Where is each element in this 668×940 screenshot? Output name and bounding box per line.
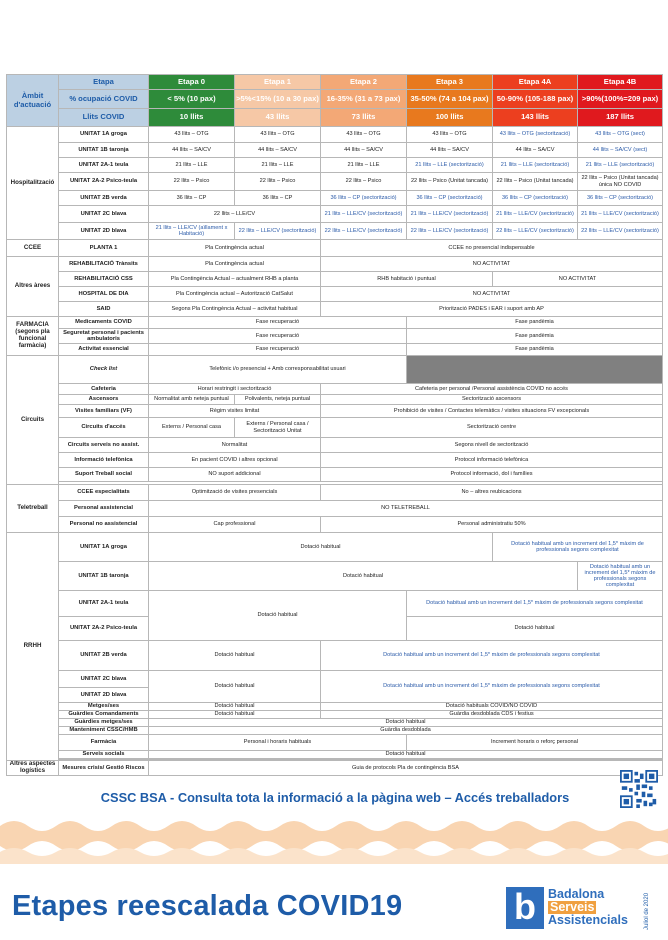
cell: Dotació habitual [149,562,578,591]
cell: 21 llits – LLE [321,158,407,173]
row-label: PLANTA 1 [59,240,149,257]
row-label: Suport Treball social [59,468,149,482]
row-label: UNITAT 2B verda [59,191,149,206]
stage-2-name: Etapa 2 [321,75,407,90]
cell: 36 llits – CP (sectorització) [493,191,578,206]
etapa-header: Etapa [59,75,149,90]
stage-1-llits: 43 llits [235,109,321,127]
cell: Fase pandèmia [407,329,663,344]
cell: Horari restringit i sectorització [149,384,321,395]
section-altres-arees: Altres àrees [7,257,59,317]
cell: NO suport addicional [149,468,321,482]
cell: 43 llits – OTG [149,127,235,143]
cell: Guia de protocols Pla de contingència BSA [149,761,663,776]
cell: Cap professional [149,517,321,533]
row-label: Cafeteria [59,384,149,395]
cell: Dotació habitual amb un increment del 1,5* màxim de professionals segons complexitat [493,533,663,562]
row-label: Circuits serveis no assist. [59,438,149,453]
cell: Fase recuperació [149,329,407,344]
cell: Dotació habitual [149,751,663,759]
stage-1-name: Etapa 1 [235,75,321,90]
cell: 22 llits – LLE/CV (sectorització) [321,223,407,240]
stage-1-ocupacio: >5%<15% (10 a 30 pax) [235,90,321,109]
cell: 21 llits – LLE/CV (sectorització) [578,206,663,223]
cell: Normalitat [149,438,321,453]
cell: 21 llits – LLE/CV (aïllament x Habitació) [149,223,235,240]
cell: 21 llits – LLE [149,158,235,173]
cell: Fase pandèmia [407,344,663,356]
row-label: UNITAT 1A groga [59,533,149,562]
cell: Pla Contingència actual [149,257,321,272]
cell: 22 llits – LLE/CV [149,206,321,223]
cell: Sectorització centre [321,418,663,438]
cell: Polivalents, neteja puntual [235,395,321,405]
page-title: Etapes reescalada COVID19 [12,890,403,922]
row-label: UNITAT 2C blava [59,671,149,688]
row-label: Medicaments COVID [59,317,149,329]
row-label: REHABILITACIÓ CSS [59,272,149,287]
row-label: Mesures crisis/ Gestió Riscos [59,761,149,776]
cell: 21 llits – LLE/CV (sectorització) [321,206,407,223]
section-circuits: Circuits [7,356,59,485]
cell: Priorització PADES i EAR i suport amb AP [321,302,663,317]
cell: NO TELETREBALL [149,501,663,517]
cell: 22 llits – Psico [149,173,235,191]
row-label: REHABILITACIÓ Trànsits [59,257,149,272]
row-label: UNITAT 2C blava [59,206,149,223]
row-label: Personal assistencial [59,501,149,517]
cell: Dotació habitual [149,719,663,727]
cell: Normalitat amb neteja puntual [149,395,235,405]
cell: Guàrdia desdoblada CDS i festius [321,711,663,719]
row-label: Metges/ses [59,703,149,711]
cell: 22 llits – Psico (Unitat tancada) [407,173,493,191]
cell: 36 llits – CP (sectorització) [407,191,493,206]
cell: Telefònic i/o presencial + Amb corresponsabilitat usuari [149,356,407,384]
stage-4b-ocupacio: >90%(100%=209 pax) [578,90,663,109]
cell: 44 llits – SA/CV [235,143,321,158]
stage-4b-name: Etapa 4B [578,75,663,90]
cell: Fase recuperació [149,344,407,356]
cell: NO ACTIVITAT [493,272,663,287]
cell: NO ACTIVITAT [321,287,663,302]
cell: 43 llits – OTG [235,127,321,143]
bsa-logo-text [548,888,628,927]
row-label: Circuits d'accés [59,418,149,438]
stage-0-name: Etapa 0 [149,75,235,90]
row-label: Farmàcia [59,735,149,751]
logo-line-3: Assistencials [548,913,628,927]
cell: Externs / Personal casa / Sectorització Unitat [235,418,321,438]
cell: Guàrdia desdoblada [149,727,663,735]
cell: 36 llits – CP [235,191,321,206]
stage-3-ocupacio: 35-50% (74 a 104 pax) [407,90,493,109]
row-label: Manteniment CSSC/HMB [59,727,149,735]
row-label: Guàrdies metges/ses [59,719,149,727]
row-label: UNITAT 2A-1 teula [59,158,149,173]
stages-table [6,74,663,776]
cell: 44 llits – SA/CV [493,143,578,158]
cell: Règim visites limitat [149,405,321,418]
row-label: UNITAT 2A-2 Psico-teula [59,173,149,191]
cell: 44 llits – SA/CV [149,143,235,158]
cell: Dotació habitual [149,711,321,719]
row-label: Personal no assistencial [59,517,149,533]
bsa-logo-letter: b [514,886,536,927]
cell: Personal i horaris habituals [149,735,407,751]
cell: CCEE no presencial indispensable [321,240,663,257]
cell: 22 llits – Psico [321,173,407,191]
cell: 36 llits – CP (sectorització) [578,191,663,206]
stage-3-llits: 100 llits [407,109,493,127]
stage-0-llits: 10 llits [149,109,235,127]
cell: Protocol informació telefònica [321,453,663,468]
stage-2-ocupacio: 16-35% (31 a 73 pax) [321,90,407,109]
cell: Pla Contingència actual – Autorització CatSalut [149,287,321,302]
row-label: Check list [59,356,149,384]
cell: Dotació habitual [407,617,663,641]
cell: 44 llits – SA/CV [321,143,407,158]
cell: Dotació habitual amb un increment del 1,5* màxim de professionals segons complexitat [321,641,663,671]
bsa-logo-mark [506,887,544,929]
cell: 22 llits – LLE/CV (sectorització) [407,223,493,240]
row-label: UNITAT 1A groga [59,127,149,143]
cell: 43 llits – OTG [321,127,407,143]
ambit-header: Àmbit d'actuació [7,75,59,127]
stage-4a-name: Etapa 4A [493,75,578,90]
stage-2-llits: 73 llits [321,109,407,127]
cell: 22 llits – Psico (Unitat tancada) única NO COVID [578,173,663,191]
wave-decoration [0,812,668,872]
cell: 36 llits – CP (sectorització) [321,191,407,206]
row-label: Visites familiars (VF) [59,405,149,418]
row-label: Ascensors [59,395,149,405]
cell: Fase pandèmia [407,317,663,329]
section-teletreball: Teletreball [7,485,59,533]
cell: Dotació habitual [149,671,321,703]
cell: 22 llits – LLE/CV (sectorització) [493,223,578,240]
cell: Dotació habitual amb un increment del 1,5* màxim de professionals segons complexitat [578,562,663,591]
cell: Segons nivell de sectorització [321,438,663,453]
row-label: Guàrdies Comandaments [59,711,149,719]
cell: RHB habitació i puntual [321,272,493,287]
cell: 43 llits – OTG (sect) [578,127,663,143]
bsa-logo [506,887,640,929]
row-label: UNITAT 2A-2 Psico-teula [59,617,149,641]
cell: Increment horaris o reforç personal [407,735,663,751]
section-logistics: Altres aspectes logístics [7,761,59,776]
cell: 21 llits – LLE (sectorització) [493,158,578,173]
row-label: Serveis socials [59,751,149,759]
cell: Dotació habituals COVID/NO COVID [321,703,663,711]
cell: Optimització de visites presencials [149,485,321,501]
web-notice: CSSC BSA - Consulta tota la informació a la pàgina web – Accés treballadors [100,790,570,805]
stage-4b-llits: 187 llits [578,109,663,127]
cell: Cafeteria per personal /Personal assistència COVID no accés [321,384,663,395]
cell: No – altres reubicacions [321,485,663,501]
cell: Externs / Personal casa [149,418,235,438]
section-rrhh: RRHH [7,533,59,761]
cell: 43 llits – OTG (sectorització) [493,127,578,143]
row-label: UNITAT 2A-1 teula [59,591,149,617]
cell: 36 llits – CP [149,191,235,206]
row-label: UNITAT 2D blava [59,223,149,240]
section-hospitalitzacio: Hospitalització [7,127,59,240]
grey-block [407,356,663,384]
row-label: UNITAT 2D blava [59,688,149,703]
cell: 44 llits – SA/CV [407,143,493,158]
cell: 21 llits – LLE (sectorització) [407,158,493,173]
stage-0-ocupacio: < 5% (10 pax) [149,90,235,109]
cell: Dotació habitual [149,641,321,671]
section-farmacia: FARMACIA (segons pla funcional farmàcia) [7,317,59,356]
logo-line-2: Serveis [550,900,595,914]
row-label: UNITAT 1B taronja [59,562,149,591]
cell: Dotació habitual amb un increment del 1,5* màxim de professionals segons complexitat [407,591,663,617]
cell: 44 llits – SA/CV (sect) [578,143,663,158]
logo-line-1: Badalona [548,887,605,901]
cell: 21 llits – LLE [235,158,321,173]
row-label: SAID [59,302,149,317]
row-label: Activitat essencial [59,344,149,356]
row-label: UNITAT 1B taronja [59,143,149,158]
cell: Dotació habitual amb un increment del 1,5* màxim de professionals segons complexitat [321,671,663,703]
cell: Fase recuperació [149,317,407,329]
cell: Pla Contingència actual [149,240,321,257]
cell: 22 llits – Psico [235,173,321,191]
llits-header: Llits COVID [59,109,149,127]
cell: 22 llits – Psico (Unitat tancada) [493,173,578,191]
row-label: UNITAT 2B verda [59,641,149,671]
cell: 22 llits – LLE/CV (sectorització) [578,223,663,240]
stages-table-wrapper [6,74,662,776]
row-label: Seguretat personal i pacients ambulatoris [59,329,149,344]
row-label: HOSPITAL DE DIA [59,287,149,302]
stage-4a-llits: 143 llits [493,109,578,127]
cell: 22 llits – LLE/CV (sectorització) [235,223,321,240]
cell: Dotació habitual [149,591,407,641]
cell: Protocol informació, dol i famílies [321,468,663,482]
cell: Segons Pla Contingència Actual – activitat habitual [149,302,321,317]
ocupacio-header: % ocupació COVID [59,90,149,109]
stage-3-name: Etapa 3 [407,75,493,90]
cell: 43 llits – OTG [407,127,493,143]
cell: Sectorització ascensors [321,395,663,405]
cell: Dotació habitual [149,533,493,562]
section-ccee: CCEE [7,240,59,257]
cell: 21 llits – LLE (sectorització) [578,158,663,173]
stage-4a-ocupacio: 50-90% (105-188 pax) [493,90,578,109]
date-label: Juliol de 2020 [644,892,650,930]
row-label: Informació telefònica [59,453,149,468]
cell: 21 llits – LLE/CV (sectorització) [407,206,493,223]
cell: Personal administratiu 50% [321,517,663,533]
cell: Dotació habitual [149,703,321,711]
row-label: CCEE especialitats [59,485,149,501]
cell: Pla Contingència Actual – actualment RHB a planta [149,272,321,287]
cell: Prohibició de visites / Contactes telemàtics / visites situacions FV excepcionals [321,405,663,418]
cell: NO ACTIVITAT [321,257,663,272]
cell: 21 llits – LLE/CV (sectorització) [493,206,578,223]
cell: En pacient COVID i altres opcional [149,453,321,468]
